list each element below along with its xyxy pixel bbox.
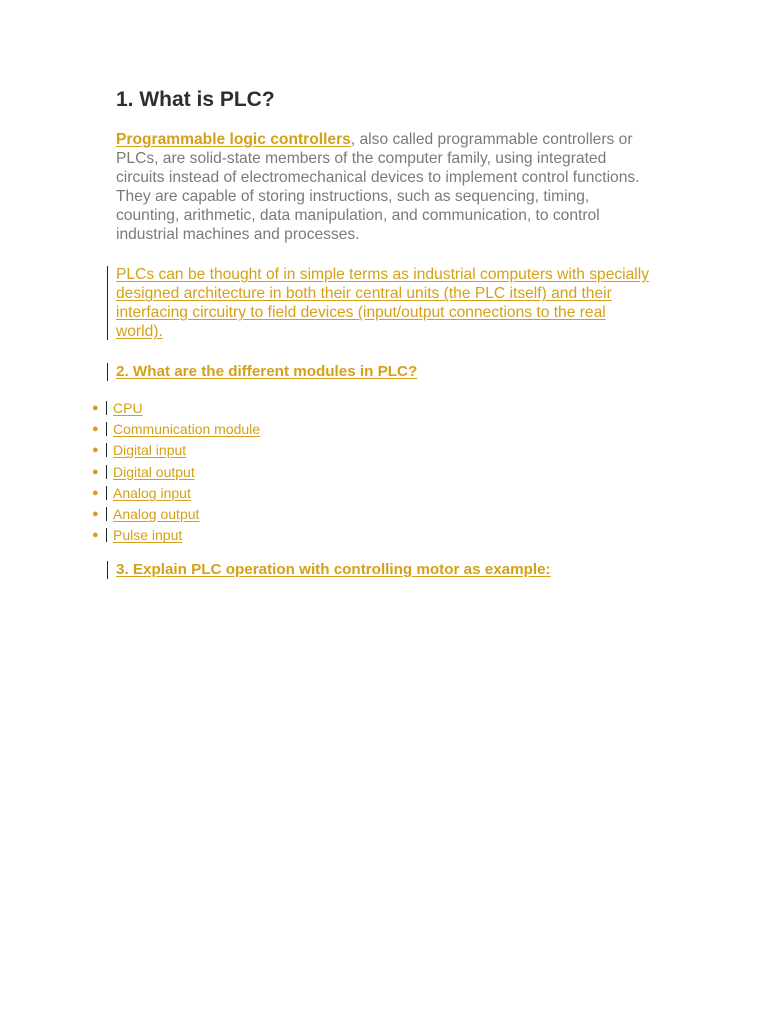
- intro-paragraph: [116, 130, 656, 244]
- section-1-title: 1. What is PLC?: [116, 88, 275, 111]
- item-separator: [106, 507, 107, 521]
- bullet-icon: ●: [92, 465, 99, 478]
- list-item-analog-output[interactable]: [92, 503, 260, 524]
- list-item-pulse-input[interactable]: [92, 525, 260, 546]
- module-link[interactable]: CPU: [113, 399, 143, 416]
- list-item-analog-input[interactable]: [92, 482, 260, 503]
- plc-definition-link[interactable]: Programmable logic controllers: [116, 131, 351, 148]
- module-link[interactable]: Digital input: [113, 442, 187, 459]
- list-item-digital-output[interactable]: [92, 461, 260, 482]
- bullet-icon: ●: [92, 422, 99, 435]
- bullet-icon: ●: [92, 444, 99, 457]
- module-link[interactable]: Analog input: [113, 484, 191, 501]
- bullet-icon: ●: [92, 508, 99, 521]
- heading-2-marker: [107, 363, 108, 381]
- list-item-cpu[interactable]: [92, 397, 260, 418]
- item-separator: [106, 486, 107, 500]
- bullet-icon: ●: [92, 529, 99, 542]
- item-separator: [106, 465, 107, 479]
- module-link[interactable]: Analog output: [113, 506, 200, 523]
- item-separator: [106, 422, 107, 436]
- section-2-heading[interactable]: 2. What are the different modules in PLC?: [116, 363, 418, 380]
- bullet-icon: ●: [92, 401, 99, 414]
- list-item-digital-input[interactable]: [92, 440, 260, 461]
- item-separator: [106, 401, 107, 415]
- module-link[interactable]: Pulse input: [113, 527, 183, 544]
- module-link[interactable]: Communication module: [113, 420, 261, 437]
- module-link[interactable]: Digital output: [113, 463, 195, 480]
- heading-3-marker: [107, 561, 108, 579]
- item-separator: [106, 443, 107, 457]
- list-item-communication-module[interactable]: [92, 418, 260, 439]
- section-3-heading[interactable]: 3. Explain PLC operation with controlling motor as example:: [116, 561, 551, 578]
- modules-list: [92, 397, 260, 546]
- intro-text: , also called programmable controllers or PLCs, are solid-state members of the computer family, using integrated circuits instead of electromechanical devices to implement control functions. They are capable of storing instructions, such as sequencing, timing, counting, arithmetic, data manipulation, and communication, to control industrial machines and processes.: [116, 131, 640, 243]
- quote-left-border: [107, 266, 108, 340]
- plc-quote-link[interactable]: PLCs can be thought of in simple terms as industrial computers with specially designed architecture in both their central units (the PLC itself) and their interfacing circuitry to field devices (input/output connections to the real world).: [116, 266, 650, 340]
- bullet-icon: ●: [92, 486, 99, 499]
- item-separator: [106, 528, 107, 542]
